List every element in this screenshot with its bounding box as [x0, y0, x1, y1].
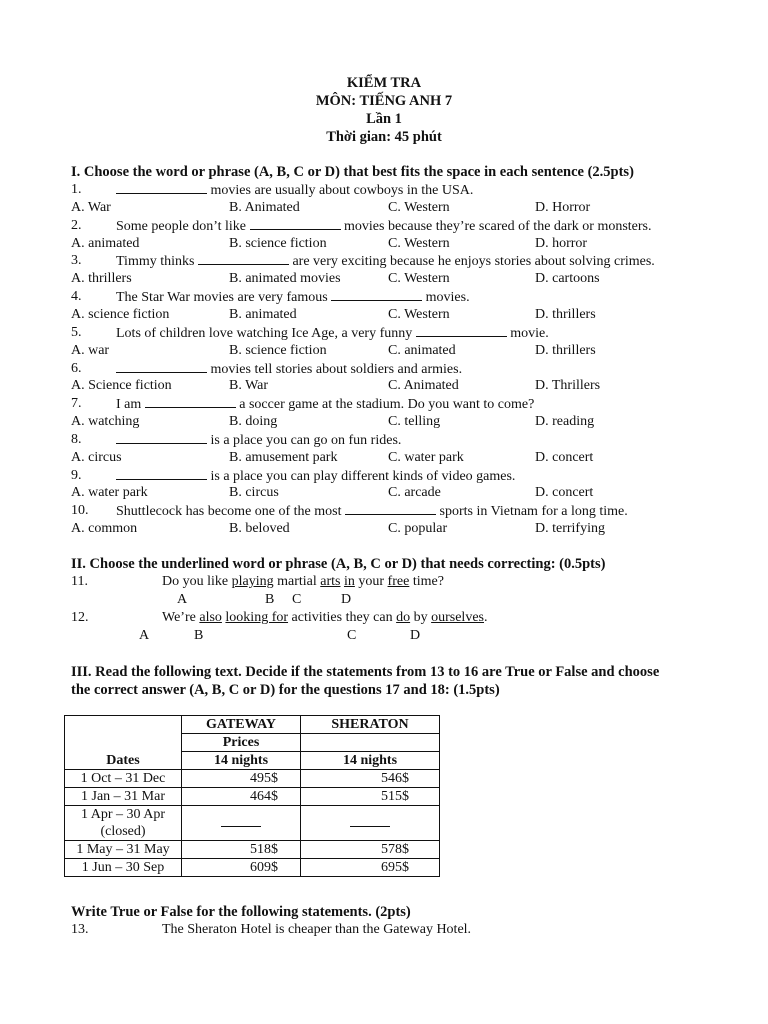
section-2-heading: II. Choose the underlined word or phrase (A, B, C or D) that needs correcting: (0.5pts) — [71, 556, 606, 572]
row-dates: 1 Jan – 31 Mar — [65, 788, 182, 806]
answer-option-a: A. war — [71, 343, 110, 358]
table-dates-label: Dates — [65, 752, 182, 770]
row-gateway-price: 518$ — [182, 841, 301, 859]
answer-option-b: B. science fiction — [229, 236, 327, 251]
answer-option-a: A. circus — [71, 450, 122, 465]
q12-sentence: We’re also looking for activities they can do by ourselves. — [162, 610, 488, 625]
section-3-heading-line-2: the correct answer (A, B, C or D) for the questions 17 and 18: (1.5pts) — [71, 682, 500, 698]
question-number: 2. — [71, 218, 82, 233]
row-gateway-price: 609$ — [182, 859, 301, 877]
row-dates: 1 Oct – 31 Dec — [65, 770, 182, 788]
answer-option-d: D. Horror — [535, 200, 591, 215]
answer-blank — [345, 502, 436, 515]
answer-option-a: A. War — [71, 200, 111, 215]
answer-blank — [331, 288, 422, 301]
row-sheraton-price: 515$ — [301, 788, 440, 806]
table-nights-sheraton: 14 nights — [301, 752, 440, 770]
answer-option-c: C. popular — [388, 521, 448, 536]
question-number: 5. — [71, 325, 82, 340]
question-stem: The Star War movies are very famous movies. — [116, 290, 470, 305]
answer-option-c: C. animated — [388, 343, 456, 358]
answer-option-a: A. Science fiction — [71, 378, 172, 393]
answer-blank — [116, 431, 207, 444]
answer-option-d: D. horror — [535, 236, 588, 251]
q11-label-c: C — [292, 592, 302, 607]
answer-option-c: C. Western — [388, 307, 450, 322]
q11-underline-b: arts — [320, 574, 341, 589]
round-line: Lần 1 — [366, 111, 402, 127]
question-number: 8. — [71, 432, 82, 447]
q12-label-b: B — [194, 628, 204, 643]
table-row — [65, 859, 440, 877]
answer-blank — [116, 467, 207, 480]
row-dates: 1 Apr – 30 Apr (closed) — [65, 806, 182, 841]
section-1-heading: I. Choose the word or phrase (A, B, C or D) that best fits the space in each sentence (2.5pts) — [71, 164, 634, 180]
table-row — [65, 806, 440, 841]
answer-option-b: B. circus — [229, 485, 279, 500]
question-stem: I am a soccer game at the stadium. Do you want to come? — [116, 397, 535, 412]
table-header-gateway: GATEWAY — [182, 716, 301, 734]
section-3-heading-line-1: III. Read the following text. Decide if the statements from 13 to 16 are True or False and choose — [71, 664, 660, 680]
table-blank-cell — [301, 734, 440, 752]
answer-option-a: A. animated — [71, 236, 140, 251]
table-prices-label: Prices — [182, 734, 301, 752]
question-stem: Lots of children love watching Ice Age, a very funny movie. — [116, 326, 549, 341]
answer-option-d: D. thrillers — [535, 307, 596, 322]
question-number: 10. — [71, 503, 89, 518]
q13-number: 13. — [71, 922, 89, 937]
answer-option-c: C. Western — [388, 200, 450, 215]
table-corner-cell — [65, 716, 182, 734]
answer-option-b: B. War — [229, 378, 269, 393]
answer-option-d: D. thrillers — [535, 343, 596, 358]
answer-option-a: A. water park — [71, 485, 148, 500]
table-row — [65, 841, 440, 859]
table-nights-gateway: 14 nights — [182, 752, 301, 770]
q11-label-a: A — [177, 592, 188, 607]
answer-blank — [250, 217, 341, 230]
table-row — [65, 788, 440, 806]
row-sheraton-price-closed — [301, 806, 440, 841]
table-header-sheraton: SHERATON — [301, 716, 440, 734]
q12-underline-c: do — [396, 610, 411, 625]
answer-option-a: A. common — [71, 521, 138, 536]
answer-option-b: B. animated — [229, 307, 297, 322]
answer-option-d: D. reading — [535, 414, 595, 429]
answer-blank — [145, 395, 236, 408]
closed-dash — [221, 817, 261, 827]
answer-option-c: C. water park — [388, 450, 464, 465]
answer-option-c: C. Western — [388, 271, 450, 286]
answer-option-b: B. Animated — [229, 200, 300, 215]
answer-option-a: A. thrillers — [71, 271, 132, 286]
test-title: KIỂM TRA — [346, 75, 422, 91]
question-stem: movies are usually about cowboys in the USA. — [116, 181, 473, 200]
q12-label-a: A — [139, 628, 150, 643]
q12-label-c: C — [347, 628, 357, 643]
answer-option-d: D. concert — [535, 450, 594, 465]
question-number: 6. — [71, 361, 82, 376]
answer-option-d: D. Thrillers — [535, 378, 601, 393]
answer-blank — [416, 324, 507, 337]
answer-blank — [116, 360, 207, 373]
answer-option-c: C. Western — [388, 236, 450, 251]
row-gateway-price-closed — [182, 806, 301, 841]
question-number: 4. — [71, 289, 82, 304]
q12-underline-a: also — [199, 610, 222, 625]
answer-option-b: B. amusement park — [229, 450, 338, 465]
question-stem: Shuttlecock has become one of the most sports in Vietnam for a long time. — [116, 504, 628, 519]
q11-label-b: B — [265, 592, 275, 607]
question-number: 7. — [71, 396, 82, 411]
subject-line: MÔN: TIẾNG ANH 7 — [315, 93, 453, 109]
row-sheraton-price: 578$ — [301, 841, 440, 859]
row-sheraton-price: 546$ — [301, 770, 440, 788]
question-stem: movies tell stories about soldiers and armies. — [116, 360, 462, 379]
q11-sentence: Do you like playing martial arts in your free time? — [162, 574, 444, 589]
q13-statement: The Sheraton Hotel is cheaper than the Gateway Hotel. — [162, 922, 472, 937]
question-number: 1. — [71, 182, 82, 197]
answer-option-c: C. arcade — [388, 485, 441, 500]
row-gateway-price: 495$ — [182, 770, 301, 788]
q11-underline-d: free — [387, 574, 410, 589]
answer-option-b: B. animated movies — [229, 271, 341, 286]
q11-label-d: D — [341, 592, 352, 607]
answer-option-a: A. science fiction — [71, 307, 170, 322]
hotel-price-table — [64, 715, 440, 877]
question-stem: Timmy thinks are very exciting because he enjoys stories about solving crimes. — [116, 254, 655, 269]
answer-option-a: A. watching — [71, 414, 140, 429]
q12-underline-d: ourselves — [431, 610, 484, 625]
question-number: 9. — [71, 468, 82, 483]
q11-underline-c: in — [343, 574, 355, 589]
closed-dash — [350, 817, 390, 827]
answer-option-b: B. beloved — [229, 521, 290, 536]
q11-underline-a: playing — [231, 574, 274, 589]
question-number: 3. — [71, 253, 82, 268]
row-sheraton-price: 695$ — [301, 859, 440, 877]
q12-number: 12. — [71, 610, 89, 625]
answer-blank — [116, 181, 207, 194]
answer-option-c: C. telling — [388, 414, 441, 429]
table-row — [65, 770, 440, 788]
question-stem: is a place you can go on fun rides. — [116, 431, 401, 450]
answer-option-c: C. Animated — [388, 378, 459, 393]
true-false-heading: Write True or False for the following statements. (2pts) — [71, 904, 411, 920]
row-dates: 1 Jun – 30 Sep — [65, 859, 182, 877]
answer-option-d: D. terrifying — [535, 521, 605, 536]
row-gateway-price: 464$ — [182, 788, 301, 806]
question-stem: is a place you can play different kinds of video games. — [116, 467, 515, 486]
q12-underline-b: looking for — [225, 610, 289, 625]
answer-blank — [198, 252, 289, 265]
answer-option-b: B. doing — [229, 414, 278, 429]
answer-option-b: B. science fiction — [229, 343, 327, 358]
row-dates: 1 May – 31 May — [65, 841, 182, 859]
q12-label-d: D — [410, 628, 421, 643]
question-stem: Some people don’t like movies because they’re scared of the dark or monsters. — [116, 219, 652, 234]
answer-option-d: D. concert — [535, 485, 594, 500]
table-blank-cell — [65, 734, 182, 752]
q11-number: 11. — [71, 574, 88, 589]
time-line: Thời gian: 45 phút — [326, 129, 442, 145]
answer-option-d: D. cartoons — [535, 271, 600, 286]
